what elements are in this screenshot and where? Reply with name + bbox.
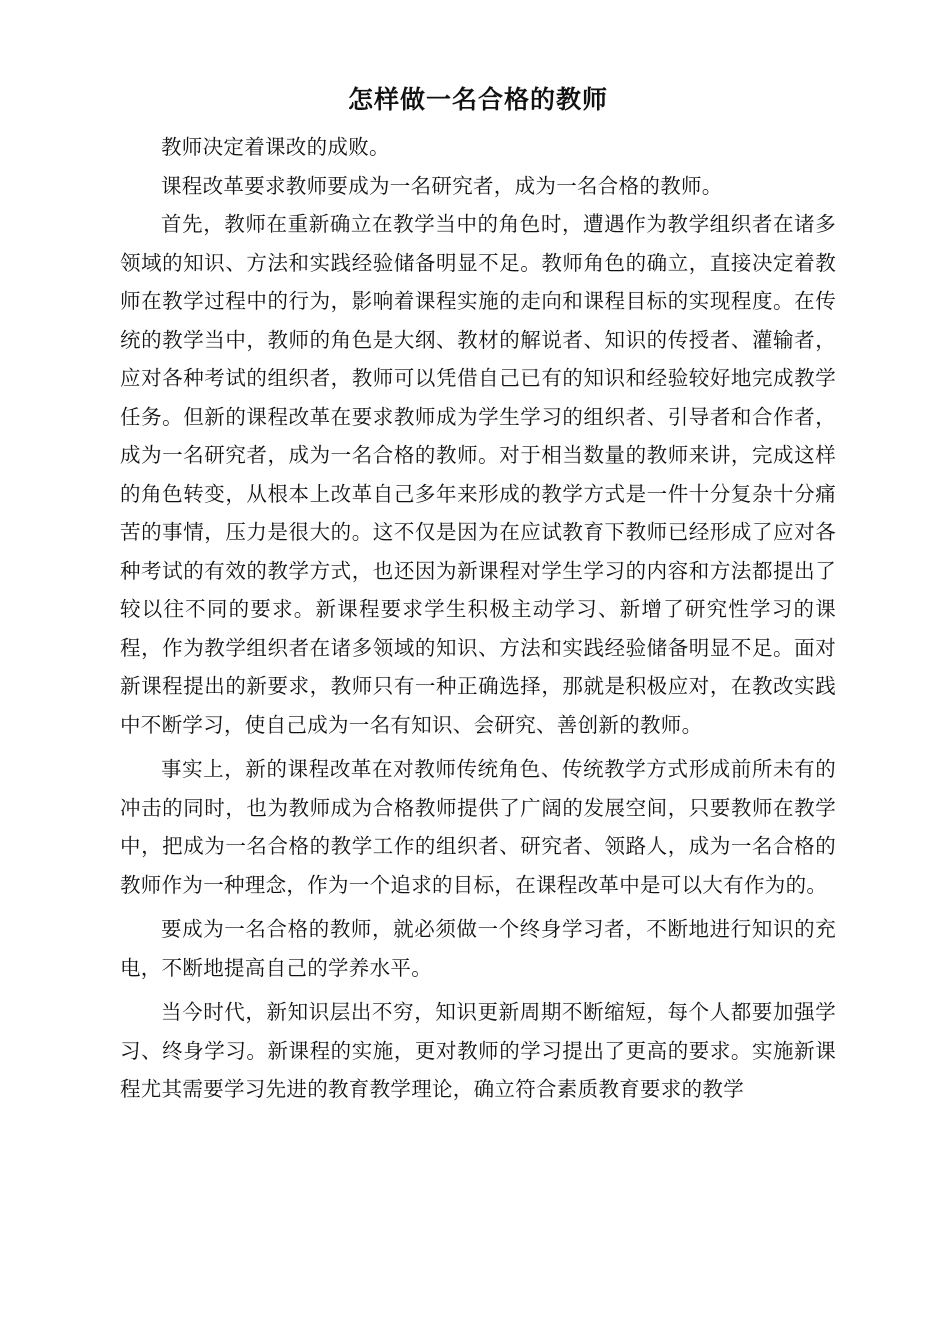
document-page [120, 78, 836, 1109]
paragraph-5: 要成为一名合格的教师，就必须做一个终身学习者，不断地进行知识的充电，不断地提高自己的学养水平。 [120, 917, 836, 980]
document-title: 怎样做一名合格的教师 [347, 85, 608, 114]
paragraph-4: 事实上，新的课程改革在对教师传统角色、传统教学方式形成前所未有的冲击的同时，也为教师成为合格教师提供了广阔的发展空间，只要教师在教学中，把成为一名合格的教学工作的组织者、研究者、领路人，成为一名合格的教师作为一种理念，作为一个追求的目标，在课程改革中是可以大有作为的。 [120, 757, 836, 897]
paragraph-6: 当今时代，新知识层出不穷，知识更新周期不断缩短，每个人都要加强学习、终身学习。新课程的实施，更对教师的学习提出了更高的要求。实施新课程尤其需要学习先进的教育教学理论，确立符合素质教育要求的教学 [120, 1000, 836, 1101]
paragraph-1: 教师决定着课改的成败。 [161, 135, 390, 159]
paragraph-3: 首先，教师在重新确立在教学当中的角色时，遭遇作为教学组织者在诸多领域的知识、方法和实践经验储备明显不足。教师角色的确立，直接决定着教师在教学过程中的行为，影响着课程实施的走向和课程目标的实现程度。在传统的教学当中，教师的角色是大纲、教材的解说者、知识的传授者、灌输者，应对各种考试的组织者，教师可以凭借自己已有的知识和经验较好地完成教学任务。但新的课程改革在要求教师成为学生学习的组织者、引导者和合作者，成为一名研究者，成为一名合格的教师。对于相当数量的教师来讲，完成这样的角色转变，从根本上改革自己多年来形成的教学方式是一件十分复杂十分痛苦的事情，压力是很大的。这不仅是因为在应试教育下教师已经形成了应对各种考试的有效的教学方式，也还因为新课程对学生学习的内容和方法都提出了较以往不同的要求。新课程要求学生积极主动学习、新增了研究性学习的课程，作为教学组织者在诸多领域的知识、方法和实践经验储备明显不足。面对新课程提出的新要求，教师只有一种正确选择，那就是积极应对，在教改实践中不断学习，使自己成为一名有知识、会研究、善创新的教师。 [120, 212, 836, 737]
paragraph-2: 课程改革要求教师要成为一名研究者，成为一名合格的教师。 [161, 173, 723, 198]
